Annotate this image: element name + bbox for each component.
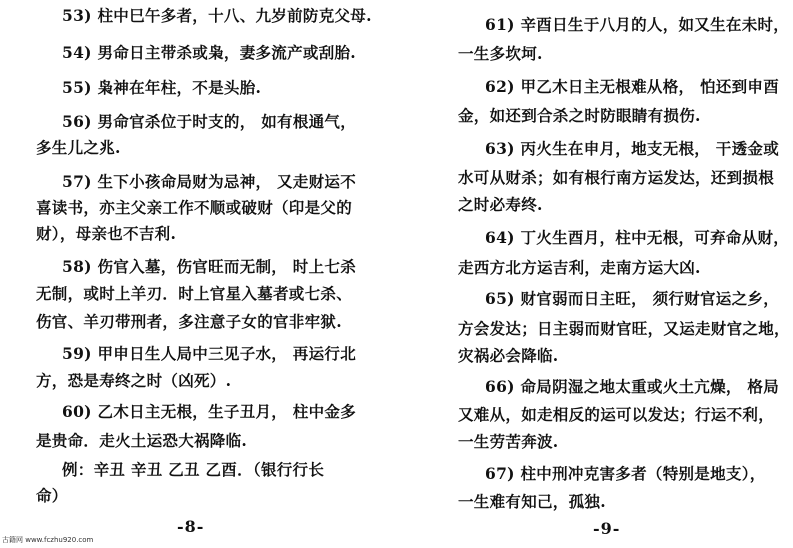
right-line-6: 水可从财杀；如有根行南方运发达，还到损根 bbox=[458, 168, 775, 187]
right-line-5: 63) 丙火生在申月，地支无根， 干透金或 bbox=[485, 139, 779, 158]
left-line-12: 59) 甲申日生人局中三见子水， 再运行北 bbox=[62, 344, 356, 363]
right-line-14: 又难从，如走相反的运可以发达；行运不利， bbox=[458, 405, 775, 424]
left-line-10: 无制，或时上羊刃．时上官星入墓者或七杀、 bbox=[36, 284, 353, 303]
page-number-8: -8- bbox=[177, 517, 205, 536]
right-line-16: 67) 柱中刑冲克害多者（特别是地支）， bbox=[485, 464, 766, 483]
left-line-2: 54) 男命日主带杀或枭，妻多流产或刮胎. bbox=[62, 43, 356, 62]
left-line-3: 55) 枭神在年柱，不是头胎. bbox=[62, 78, 262, 97]
right-line-11: 方会发达；日主弱而财官旺，又运走财官之地， bbox=[458, 319, 790, 338]
right-line-9: 走西方北方运吉利，走南方运大凶. bbox=[458, 258, 701, 277]
right-line-12: 灾祸必会降临. bbox=[458, 346, 559, 365]
right-line-17: 一生难有知己，孤独. bbox=[458, 492, 606, 511]
left-line-14: 60) 乙木日主无根，生子丑月， 柱中金多 bbox=[62, 402, 356, 421]
left-line-11: 伤官、羊刃带刑者，多注意子女的官非牢狱. bbox=[36, 312, 342, 331]
right-line-3: 62) 甲乙木日主无根难从格， 怕还到申酉 bbox=[485, 77, 779, 96]
footer-watermark: 古籍网 www.fczhu920.com bbox=[2, 536, 94, 544]
left-line-17: 命） bbox=[36, 486, 68, 505]
right-line-15: 一生劳苦奔波. bbox=[458, 432, 559, 451]
right-line-10: 65) 财官弱而日主旺， 须行财官运之乡， bbox=[485, 289, 779, 308]
right-line-1: 61) 辛酉日生于八月的人，如又生在未时， bbox=[485, 15, 790, 34]
left-line-15: 是贵命．走火土运恐大祸降临. bbox=[36, 431, 248, 450]
left-line-1: 53) 柱中巳午多者，十八、九岁前防克父母. bbox=[62, 6, 372, 25]
left-line-16: 例：辛丑 辛丑 乙丑 乙酉．（银行行长 bbox=[62, 460, 325, 479]
left-line-4: 56) 男命官杀位于时支的， 如有根通气， bbox=[62, 112, 356, 131]
left-line-13: 方，恐是寿终之时（凶死）. bbox=[36, 371, 232, 390]
page-number-9: -9- bbox=[593, 519, 621, 538]
left-line-6: 57) 生下小孩命局财为忌神， 又走财运不 bbox=[62, 172, 356, 191]
left-line-9: 58) 伤官入墓，伤官旺而无制， 时上七杀 bbox=[62, 257, 356, 276]
left-line-8: 财），母亲也不吉利. bbox=[36, 224, 177, 243]
left-line-7: 喜读书，亦主父亲工作不顺或破财（印是父的 bbox=[36, 198, 353, 217]
right-line-13: 66) 命局阴湿之地太重或火土亢燥， 格局 bbox=[485, 377, 779, 396]
right-page bbox=[400, 0, 793, 548]
left-line-5: 多生儿之兆. bbox=[36, 138, 121, 157]
right-line-2: 一生多坎坷. bbox=[458, 44, 543, 63]
right-line-7: 之时必寿终. bbox=[458, 195, 543, 214]
right-line-8: 64) 丁火生酉月，柱中无根，可弃命从财， bbox=[485, 228, 790, 247]
right-line-4: 金，如还到合杀之时防眼睛有损伤. bbox=[458, 106, 701, 125]
